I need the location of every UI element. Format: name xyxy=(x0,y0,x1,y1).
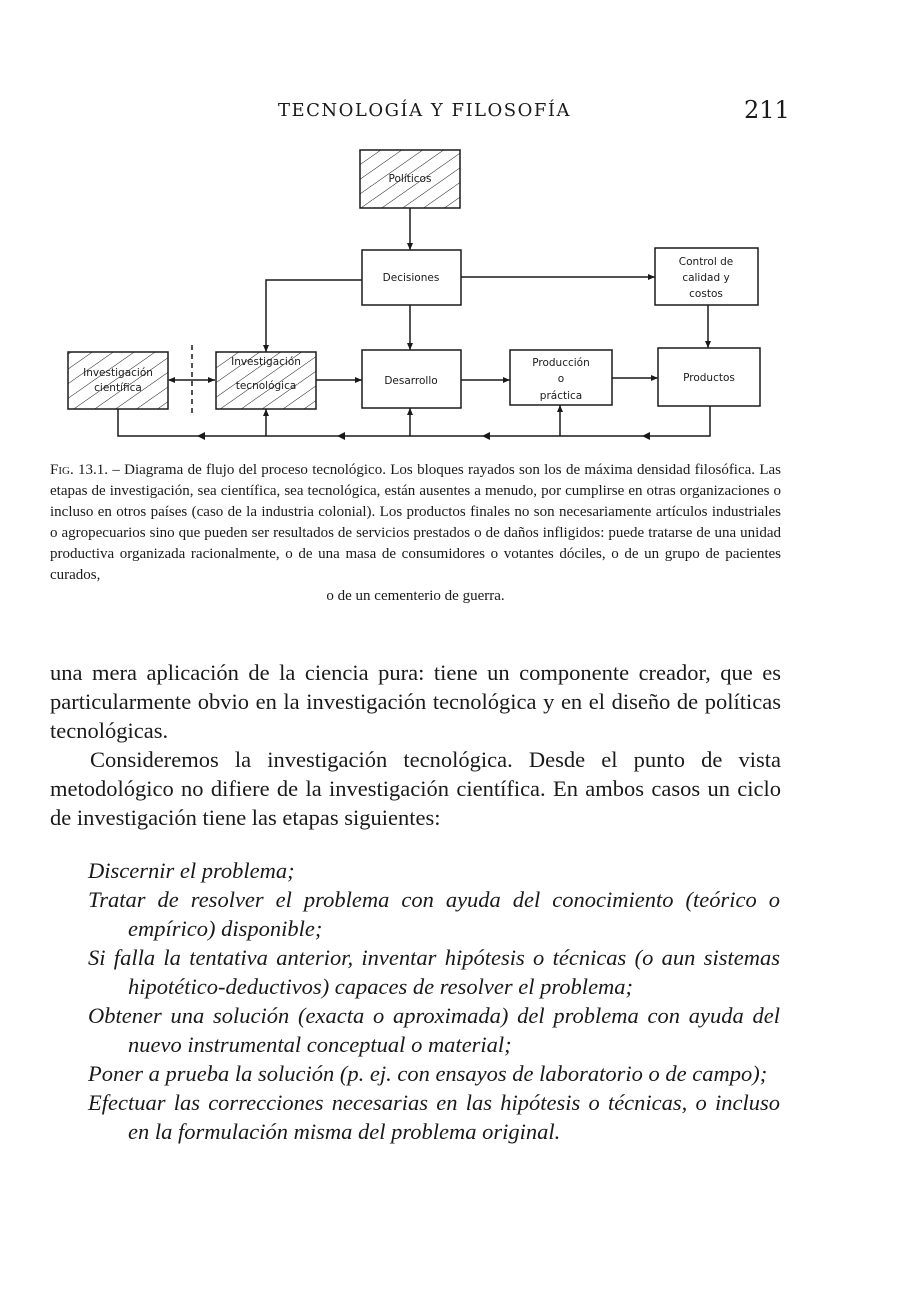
label-control-3: costos xyxy=(689,288,723,300)
page-number: 211 xyxy=(744,96,790,124)
list-item: Obtener una solución (exacta o aproximada) del problema con ayuda del nuevo instrumental conceptual o material; xyxy=(88,1003,780,1057)
label-inv-tecnologica-2: tecnológica xyxy=(235,380,297,392)
label-inv-cientifica-2: científica xyxy=(94,382,142,394)
label-produccion-3: práctica xyxy=(539,390,583,402)
feedback-loop xyxy=(118,405,710,440)
label-inv-tecnologica-1: Investigación xyxy=(231,356,301,368)
label-decisiones: Decisiones xyxy=(382,272,440,284)
list-item: Tratar de resolver el problema con ayuda del conocimiento (teórico o empírico) disponible; xyxy=(88,887,780,941)
label-control-1: Control de xyxy=(678,256,734,268)
label-produccion-2: o xyxy=(557,373,565,385)
running-title: TECNOLOGÍA Y FILOSOFÍA xyxy=(278,100,571,121)
arrow-decisiones-invtec xyxy=(266,280,362,352)
label-productos: Productos xyxy=(683,372,735,384)
figure-caption xyxy=(50,460,781,607)
box-investigacion-cientifica xyxy=(68,352,168,409)
list-item: Si falla la tentativa anterior, inventar hipótesis o técnicas (o aun sistemas hipotético-deductivos) capaces de resolver el problema; xyxy=(88,945,780,999)
paragraph-investigacion: Consideremos la investigación tecnológica. Desde el punto de vista metodológico no difiere de la investigación científica. En ambos casos un ciclo de investigación tiene las etapas siguientes: xyxy=(50,747,781,830)
list-item: Efectuar las correcciones necesarias en las hipótesis o técnicas, o incluso en la formulación misma del problema original. xyxy=(88,1090,780,1144)
flow-diagram xyxy=(60,140,780,450)
label-control-2: calidad y xyxy=(682,272,730,284)
body-text xyxy=(50,658,781,832)
caption-last-line: o de un cementerio de guerra. xyxy=(326,588,505,604)
label-inv-cientifica-1: Investigación xyxy=(83,367,153,379)
label-produccion-1: Producción xyxy=(532,357,590,369)
paragraph-continuation: una mera aplicación de la ciencia pura: tiene un componente creador, que es particularmente obvio en la investigación tecnológica y en el diseño de políticas tecnológicas. xyxy=(50,660,781,743)
list-item: Poner a prueba la solución (p. ej. con ensayos de laboratorio o de campo); xyxy=(88,1061,768,1086)
label-desarrollo: Desarrollo xyxy=(384,375,438,387)
label-politicos: Políticos xyxy=(388,173,432,185)
caption-text: – Diagrama de flujo del proceso tecnológico. Los bloques rayados son los de máxima densidad filosófica. Las etapas de investigación, sea científica, sea tecnológica, están ausentes a menudo, por cumplirse en otras organizaciones o incluso en otros países (caso de la industria colonial). Los productos finales no son necesariamente artículos industriales o agropecuarios sino que pueden ser resultados de servicios prestados o de daños infligidos: puede tratarse de una unidad productiva organizada racionalmente, o de una masa de consumidores o votantes dóciles, o de un grupo de pacientes curados, xyxy=(50,462,782,583)
caption-label: Fig. 13.1. xyxy=(50,462,109,478)
list-item: Discernir el problema; xyxy=(88,858,295,883)
research-steps-list xyxy=(88,856,780,1146)
